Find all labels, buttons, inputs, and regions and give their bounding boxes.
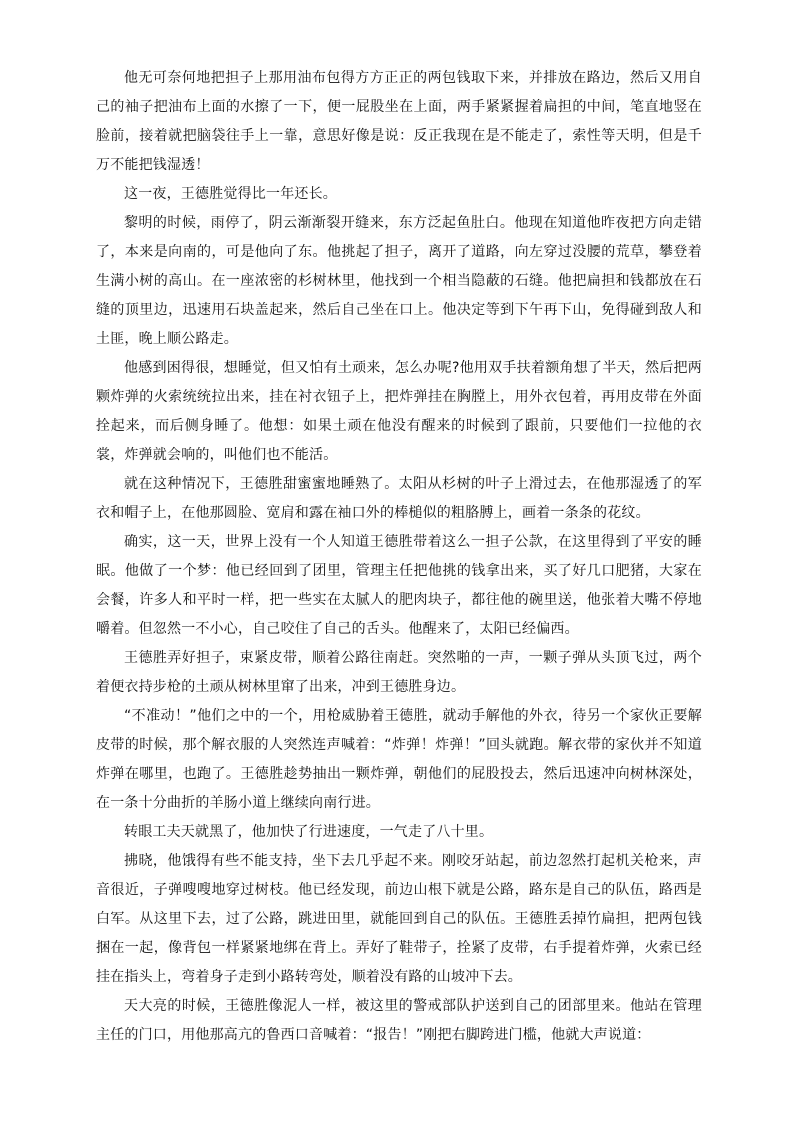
paragraph: 天大亮的时候，王德胜像泥人一样，被这里的警戒部队护送到自己的团部里来。他站在管理主任的门口，用他那高亢的鲁西口音喊着：“报告！”刚把右脚跨进门槛，他就大声说道： <box>96 998 702 1043</box>
paragraph: 这一夜，王德胜觉得比一年还长。 <box>124 186 337 202</box>
paragraph: 就在这种情况下，王德胜甜蜜蜜地睡熟了。太阳从杉树的叶子上滑过去，在他那湿透了的军衣和帽子上，在他那圆脸、宽肩和露在袖口外的棒槌似的粗胳膊上，画着一条条的花纹。 <box>96 476 702 521</box>
document-body <box>96 64 702 1050</box>
paragraph: 转眼工夫天就黑了，他加快了行进速度，一气走了八十里。 <box>124 824 494 840</box>
paragraph: 他感到困得很，想睡觉，但又怕有土顽来，怎么办呢?他用双手扶着额角想了半天，然后把两颗炸弹的火索统统拉出来，挂在衬衣钮子上，把炸弹挂在胸膛上，用外衣包着，再用皮带在外面拴起来，而后侧身睡了。他想：如果土顽在他没有醒来的时候到了跟前，只要他们一拉他的衣裳，炸弹就会响的，叫他们也不能活。 <box>96 360 702 463</box>
paragraph: 黎明的时候，雨停了，阴云渐渐裂开缝来，东方泛起鱼肚白。他现在知道他昨夜把方向走错了，本来是向南的，可是他向了东。他挑起了担子，离开了道路，向左穿过没腰的荒草，攀登着生满小树的高山。在一座浓密的杉树林里，他找到一个相当隐蔽的石缝。他把扁担和钱都放在石缝的顶里边，迅速用石块盖起来，然后自己坐在口上。他决定等到下午再下山，免得碰到敌人和土匪，晚上顺公路走。 <box>96 215 702 347</box>
paragraph: 拂晓，他饿得有些不能支持，坐下去几乎起不来。刚咬牙站起，前边忽然打起机关枪来，声音很近，子弹嗖嗖地穿过树枝。他已经发现，前边山根下就是公路，路东是自己的队伍，路西是白军。从这里下去，过了公路，跳进田里，就能回到自己的队伍。王德胜丢掉竹扁担，把两包钱捆在一起，像背包一样紧紧地绑在背上。弄好了鞋带子，拴紧了皮带，右手提着炸弹，火索已经挂在指头上，弯着身子走到小路转弯处，顺着没有路的山坡冲下去。 <box>96 853 702 985</box>
paragraph: 王德胜弄好担子，束紧皮带，顺着公路往南赶。突然啪的一声，一颗子弹从头顶飞过，两个着便衣持步枪的土顽从树林里窜了出来，冲到王德胜身边。 <box>96 650 702 695</box>
paragraph: 他无可奈何地把担子上那用油布包得方方正正的两包钱取下来，并排放在路边，然后又用自己的袖子把油布上面的水擦了一下，便一屁股坐在上面，两手紧紧握着扁担的中间，笔直地竖在脸前，接着就把脑袋往手上一靠，意思好像是说：反正我现在是不能走了，索性等天明，但是千万不能把钱湿透！ <box>96 70 702 173</box>
paragraph: 确实，这一天，世界上没有一个人知道王德胜带着这么一担子公款，在这里得到了平安的睡眠。他做了一个梦：他已经回到了团里，管理主任把他挑的钱拿出来，买了好几口肥猪，大家在会餐，许多人和平时一样，把一些实在太腻人的肥肉块子，都往他的碗里送，他张着大嘴不停地嚼着。但忽然一不小心，自己咬住了自己的舌头。他醒来了，太阳已经偏西。 <box>96 534 702 637</box>
paragraph: “不准动！”他们之中的一个，用枪威胁着王德胜，就动手解他的外衣，待另一个家伙正要解皮带的时候，那个解衣服的人突然连声喊着：“炸弹！炸弹！”回头就跑。解衣带的家伙并不知道炸弹在哪里，也跑了。王德胜趁势抽出一颗炸弹，朝他们的屁股投去，然后迅速冲向树林深处，在一条十分曲折的羊肠小道上继续向南行进。 <box>96 708 702 811</box>
